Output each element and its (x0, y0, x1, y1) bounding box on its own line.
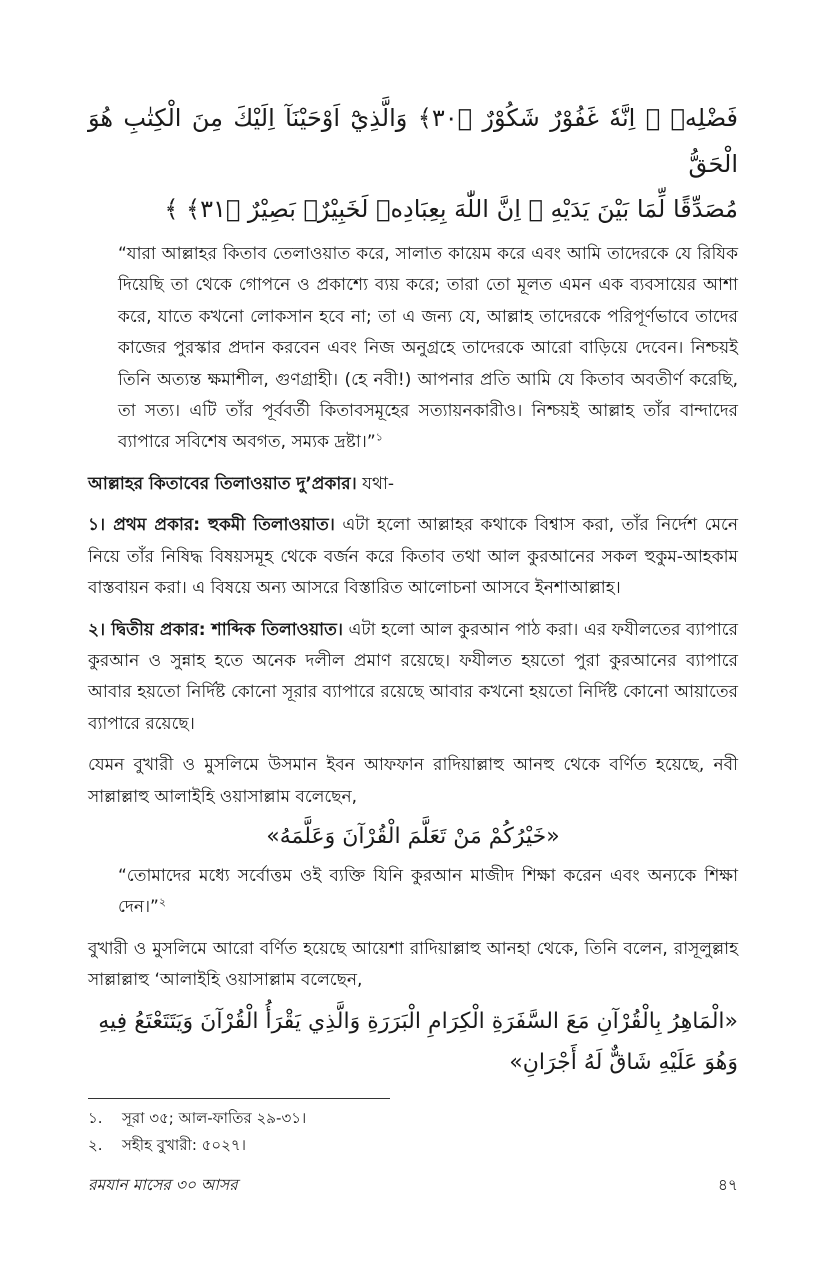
arabic-verse-line-1: فَضْلِهٖ ۭ اِنَّهٗ غَفُوْرٌ شَكُوْرٌ ﴿٣٠﴾ وَالَّذِيْٓ اَوْحَيْنَآ اِلَيْكَ مِنَ الْكِتٰبِ هُوَ الْحَقُّ (88, 104, 738, 178)
verse-translation (88, 239, 738, 459)
type-1-label: ১। প্রথম প্রকার: হুকমী তিলাওয়াত। (88, 515, 335, 536)
section-heading: আল্লাহর কিতাবের তিলাওয়াত দু’প্রকার। (88, 473, 357, 494)
arabic-verse (88, 96, 738, 233)
hadith-2-arabic-line-1: «الْمَاهِرُ بِالْقُرْآنِ مَعَ السَّفَرَةِ الْكِرَامِ الْبَرَرَةِ وَالَّذِي يَقْرَأُ الْقُرْآنَ وَيَتَتَعْتَعُ فِيهِ (98, 1008, 738, 1034)
type-2-label: ২। দ্বিতীয় প্রকার: শাব্দিক তিলাওয়াত। (88, 619, 343, 640)
footnote-divider (88, 1098, 390, 1099)
hadith-1-intro: যেমন বুখারী ও মুসলিমে উসমান ইবন আফফান রাদিয়াল্লাহু আনহু থেকে বর্ণিত হয়েছে, নবী সাল্লাল্লাহু আলাইহি ওয়াসাল্লাম বলেছেন, (88, 755, 738, 807)
type-2-text: এটা হলো আল কুরআন পাঠ করা। এর ফযীলতের ব্যাপারে কুরআন ও সুন্নাহ হতে অনেক দলীল প্রমাণ রয়েছে। ফযীলত হয়তো পুরা কুরআনের ব্যাপারে আবার হয়তো নির্দিষ্ট কোনো সূরার ব্যাপারে রয়েছে আবার কখনো হয়তো নির্দিষ্ট কোনো আয়াতের ব্যাপারে রয়েছে। (88, 619, 738, 734)
hadith-1-arabic: «خَيْرُكُمْ مَنْ تَعَلَّمَ الْقُرْآنَ وَعَلَّمَهُ» (266, 824, 560, 850)
type-1-text: এটা হলো আল্লাহর কথাকে বিশ্বাস করা, তাঁর নির্দেশ মেনে নিয়ে তাঁর নিষিদ্ধ বিষয়সমূহ থেকে বর্জন করে কিতাব তথা আল কুরআনের সকল হুকুম-আহকাম বাস্তবায়ন করা। এ বিষয়ে অন্য আসরে বিস্তারিত আলোচনা আসবে ইনশাআল্লাহ। (88, 515, 738, 599)
footnote-text: সূরা ৩৫; আল-ফাতির ২৯-৩১। (122, 1109, 307, 1128)
hadith-2-intro: বুখারী ও মুসলিমে আরো বর্ণিত হয়েছে আয়েশা রাদিয়াল্লাহু আনহা থেকে, তিনি বলেন, রাসূলুল্লাহ সাল্লাল্লাহু ‘আলাইহি ওয়াসাল্লাম বলেছেন, (88, 938, 738, 991)
hadith-1-translation-text: “তোমাদের মধ্যে সর্বোত্তম ওই ব্যক্তি যিনি কুরআন মাজীদ শিক্ষা করেন এবং অন্যকে শিক্ষা দেন।” (118, 865, 738, 918)
type-1-paragraph (88, 510, 738, 604)
book-title: রমযান মাসের ৩০ আসর (88, 1176, 238, 1195)
verse-translation-text: “যারা আল্লাহর কিতাব তেলাওয়াত করে, সালাত কায়েম করে এবং আমি তাদেরকে যে রিযিক দিয়েছি তা থেকে গোপনে ও প্রকাশ্যে ব্যয় করে; তারা তো মূলত এমন এক ব্যবসায়ের আশা করে, যাতে কখনো লোকসান হবে না; তা এ জন্য যে, আল্লাহ তাদেরকে পরিপূর্ণভাবে তাদের কাজের পুরস্কার প্রদান করবেন এবং নিজ অনুগ্রহে তাদেরকে আরো বাড়িয়ে দেবেন। নিশ্চয়ই তিনি অত্যন্ত ক্ষমাশীল, গুণগ্রাহী। (হে নবী!) আপনার প্রতি আমি যে কিতাব অবতীর্ণ করেছি, তা সত্য। এটি তাঁর পূর্ববর্তী কিতাবসমূহের সত্যায়নকারীও। নিশ্চয়ই আল্লাহ তাঁর বান্দাদের ব্যাপারে সবিশেষ অবগত, সম্যক দ্রষ্টা।” (118, 243, 738, 453)
type-2-paragraph (88, 615, 738, 741)
page-body (88, 0, 738, 1238)
footnote-ref-1[interactable]: ১ (375, 430, 383, 444)
footnotes (88, 1105, 738, 1159)
page-number: ৪৭ (717, 1176, 738, 1195)
hadith-2-arabic (88, 1001, 738, 1085)
section-heading-tail: যথা- (356, 473, 395, 494)
footnote-item (88, 1132, 738, 1159)
arabic-verse-line-2: مُصَدِّقًا لِّمَا بَيْنَ يَدَيْهِ ۭ اِنَّ اللّٰهَ بِعِبَادِهٖ لَخَبِيْرٌۢ بَصِيْرٌ ﴿٣١﴾ ﴾ (164, 195, 738, 224)
footnote-ref-2[interactable]: ২ (158, 895, 167, 909)
hadith-1-translation (88, 861, 738, 924)
hadith-2-arabic-line-2: وَهُوَ عَلَيْهِ شَاقٌّ لَهُ أَجْرَانِ» (509, 1050, 738, 1076)
footnote-number: ২. (88, 1136, 103, 1155)
footnote-text: সহীহ বুখারী: ৫০২৭। (122, 1136, 246, 1155)
page-footer (88, 1173, 738, 1198)
footnote-number: ১. (88, 1109, 103, 1128)
footnote-item (88, 1105, 738, 1132)
section-heading-line (88, 469, 738, 500)
